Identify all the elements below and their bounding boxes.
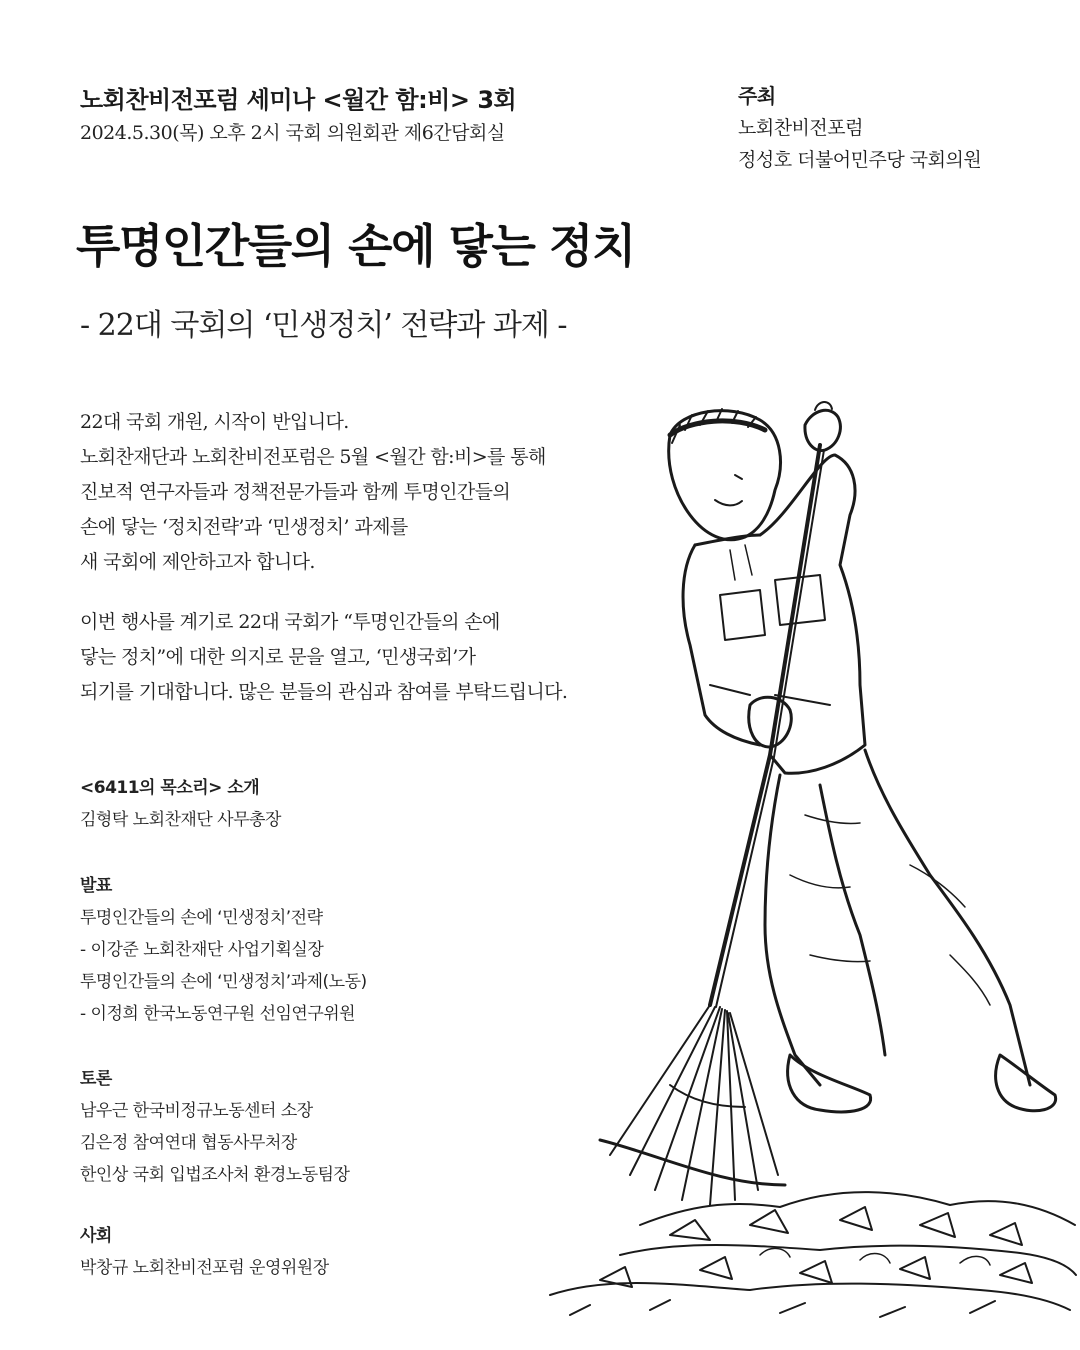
section-heading: 사회 [80,1226,112,1246]
intro-line: 손에 닿는 ‘정치전략’과 ‘민생정치’ 과제를 [80,516,408,538]
worker-raking-illustration [520,395,1080,1335]
program-moderator-section [80,1220,329,1284]
program-voice-section [80,772,281,836]
intro-line: 되기를 기대합니다. 많은 분들의 관심과 참여를 부탁드립니다. [80,681,568,703]
host-org: 정성호 더불어민주당 국회의원 [738,149,982,171]
leaf-pile [550,1192,1076,1317]
program-line: 김형탁 노회찬재단 사무총장 [80,810,281,830]
host-label: 주최 [738,84,776,108]
program-presentation-section [80,870,367,1030]
intro-line: 노회찬재단과 노회찬비전포럼은 5월 <월간 함:비>를 통해 [80,446,546,468]
program-line: - 이정희 한국노동연구원 선임연구위원 [80,1004,356,1024]
host-block [738,80,981,176]
section-heading: 발표 [80,876,112,896]
program-line: 한인상 국회 입법조사처 환경노동팀장 [80,1165,350,1185]
intro-line: 22대 국회 개원, 시작이 반입니다. [80,411,349,433]
event-title: 노회찬비전포럼 세미나 <월간 함:비> 3회 [80,86,517,114]
main-title: 투명인간들의 손에 닿는 정치 [76,219,635,273]
section-heading: 토론 [80,1069,112,1089]
program-line: 투명인간들의 손에 ‘민생정치’전략 [80,908,323,928]
worker-legs [765,750,1030,1085]
worker-head [669,409,781,540]
worker-shoes [788,1055,1056,1112]
event-date-venue: 2024.5.30(목) 오후 2시 국회 의원회관 제6간담회실 [80,122,505,144]
program-line: 남우근 한국비정규노동센터 소장 [80,1101,313,1121]
section-heading: <6411의 목소리> 소개 [80,778,260,798]
intro-line: 이번 행사를 계기로 22대 국회가 “투명인간들의 손에 [80,611,500,633]
intro-line: 새 국회에 제안하고자 합니다. [80,551,315,573]
subtitle: - 22대 국회의 ‘민생정치’ 전략과 과제 - [80,308,567,343]
program-line: 박창규 노회찬비전포럼 운영위원장 [80,1258,329,1278]
intro-line: 진보적 연구자들과 정책전문가들과 함께 투명인간들의 [80,481,511,503]
program-line: 투명인간들의 손에 ‘민생정치’과제(노동) [80,972,367,992]
program-discussion-section [80,1063,349,1191]
program-line: 김은정 참여연대 협동사무처장 [80,1133,297,1153]
host-org: 노회찬비전포럼 [738,117,863,139]
worker-lower-hand [749,697,792,747]
program-line: - 이강준 노회찬재단 사업기획실장 [80,940,324,960]
worker-hand [805,402,840,451]
intro-line: 닿는 정치”에 대한 의지로 문을 열고, ‘민생국회’가 [80,646,476,668]
rake-head [600,1005,785,1205]
